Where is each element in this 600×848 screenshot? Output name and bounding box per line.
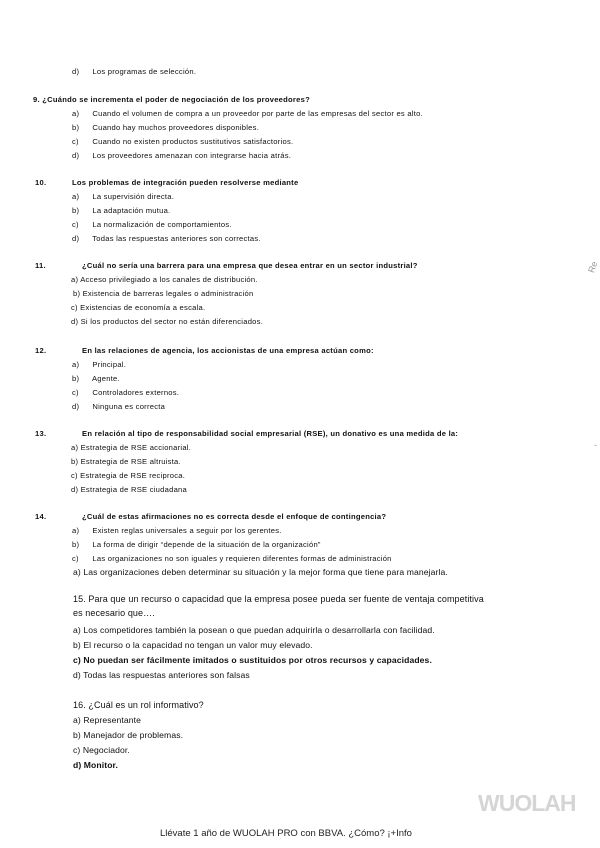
q13-option-a: a) Estrategia de RSE accionarial.	[71, 443, 192, 452]
question-text: ¿Cuándo se incrementa el poder de negociación de los proveedores?	[42, 95, 310, 104]
q10-option-d	[72, 234, 261, 243]
option-letter: a)	[72, 360, 80, 369]
q14-option-c	[72, 554, 392, 563]
option-text: Agente.	[91, 374, 120, 383]
q15-option-a: a) Los competidores también la posean o que puedan adquirirla o desarrollarla con facilidad.	[73, 625, 435, 635]
option-letter: a)	[72, 192, 80, 201]
q16-option-a: a) Representante	[73, 715, 142, 725]
wuolah-watermark: WUOLAH	[478, 790, 576, 816]
option-text: La normalización de comportamientos.	[92, 220, 232, 229]
option-text: Existen reglas universales a seguir por los gerentes.	[92, 526, 282, 535]
q14-extra-option: a) Las organizaciones deben determinar su situación y la mejor forma que tiene para manejarla.	[73, 567, 448, 577]
q8-option-d	[72, 67, 196, 76]
option-letter: b)	[72, 374, 80, 383]
question-number: 9.	[33, 95, 40, 104]
option-text: Todas las respuestas anteriores son correctas.	[92, 234, 261, 243]
edge-fragment-2: -	[594, 440, 597, 450]
question-15-line-2: es necesario que….	[73, 608, 155, 618]
q12-option-d	[72, 402, 165, 411]
option-letter: d)	[72, 67, 80, 76]
option-letter: c)	[72, 220, 79, 229]
q13-option-c: c) Estrategia de RSE reciproca.	[71, 471, 186, 480]
question-9	[33, 95, 310, 104]
option-text: La adaptación mutua.	[92, 206, 171, 215]
question-14-number: 14.	[35, 512, 47, 521]
question-11-number: 11.	[35, 261, 46, 270]
q9-option-d	[72, 151, 291, 160]
question-10-number: 10.	[35, 178, 47, 187]
q15-option-c: c) No puedan ser fácilmente imitados o sustituidos por otros recursos y capacidades.	[73, 655, 432, 665]
q16-option-b: b) Manejador de problemas.	[73, 730, 184, 740]
option-text: Cuando hay muchos proveedores disponibles.	[92, 123, 260, 132]
option-letter: c)	[72, 388, 79, 397]
option-letter: b)	[72, 540, 80, 549]
q13-option-d: d) Estrategia de RSE ciudadana	[71, 485, 187, 494]
question-12-text: En las relaciones de agencia, los accionistas de una empresa actúan como:	[82, 346, 374, 355]
q14-option-b	[72, 540, 321, 549]
q15-option-d: d) Todas las respuestas anteriores son falsas	[73, 670, 250, 680]
option-text: Cuando el volumen de compra a un proveedor por parte de las empresas del sector es alto.	[92, 109, 423, 118]
q12-option-b	[72, 374, 120, 383]
question-14-text: ¿Cuál de estas afirmaciones no es correcta desde el enfoque de contingencia?	[82, 512, 387, 521]
q10-option-a	[72, 192, 174, 201]
q11-option-c: c) Existencias de economía a escala.	[71, 303, 206, 312]
q14-option-a	[72, 526, 282, 535]
option-letter: d)	[72, 402, 80, 411]
option-text: Ninguna es correcta	[92, 402, 166, 411]
q11-option-d: d) Si los productos del sector no están diferenciados.	[71, 317, 264, 326]
edge-fragment-1: Re	[586, 259, 600, 275]
option-letter: b)	[72, 123, 80, 132]
promo-footer-link[interactable]: Llévate 1 año de WUOLAH PRO con BBVA. ¿Cómo? ¡+Info	[160, 828, 412, 839]
q12-option-c	[72, 388, 179, 397]
q9-option-b	[72, 123, 259, 132]
option-letter: b)	[72, 206, 80, 215]
q11-option-b: b) Existencia de barreras legales o administración	[73, 289, 254, 298]
option-letter: a)	[72, 109, 80, 118]
question-10-text: Los problemas de integración pueden resolverse mediante	[72, 178, 299, 187]
option-text: Principal.	[92, 360, 127, 369]
question-12-number: 12.	[35, 346, 47, 355]
question-15-line-1: 15. Para que un recurso o capacidad que la empresa posee pueda ser fuente de ventaja competitiva	[73, 594, 484, 604]
option-text: Los programas de selección.	[92, 67, 197, 76]
option-text: Cuando no existen productos sustitutivos satisfactorios.	[92, 137, 294, 146]
option-letter: c)	[72, 554, 79, 563]
option-letter: a)	[72, 526, 80, 535]
q10-option-c	[72, 220, 232, 229]
q16-option-c: c) Negociador.	[73, 745, 130, 755]
option-text: Controladores externos.	[92, 388, 180, 397]
question-16-text: 16. ¿Cuál es un rol informativo?	[73, 700, 204, 710]
q11-option-a: a) Acceso privilegiado a los canales de distribución.	[71, 275, 258, 284]
option-letter: d)	[72, 151, 80, 160]
q9-option-c	[72, 137, 293, 146]
option-text: Las organizaciones no son iguales y requieren diferentes formas de administración	[92, 554, 392, 563]
option-letter: d)	[72, 234, 80, 243]
option-text: La supervisión directa.	[92, 192, 175, 201]
question-11-text: ¿Cuál no sería una barrera para una empresa que desea entrar en un sector industrial?	[82, 261, 418, 270]
option-letter: c)	[72, 137, 79, 146]
q16-option-d: d) Monitor.	[73, 760, 119, 770]
question-13-number: 13.	[35, 429, 47, 438]
q13-option-b: b) Estrategia de RSE altruista.	[71, 457, 181, 466]
option-text: La forma de dirigir “depende de la situación de la organización”	[92, 540, 321, 549]
option-text: Los proveedores amenazan con integrarse hacia atrás.	[92, 151, 292, 160]
q10-option-b	[72, 206, 170, 215]
q12-option-a	[72, 360, 126, 369]
q9-option-a	[72, 109, 423, 118]
question-13-text: En relación al tipo de responsabilidad social empresarial (RSE), un donativo es una medida de la:	[82, 429, 459, 438]
q15-option-b: b) El recurso o la capacidad no tengan un valor muy elevado.	[73, 640, 313, 650]
